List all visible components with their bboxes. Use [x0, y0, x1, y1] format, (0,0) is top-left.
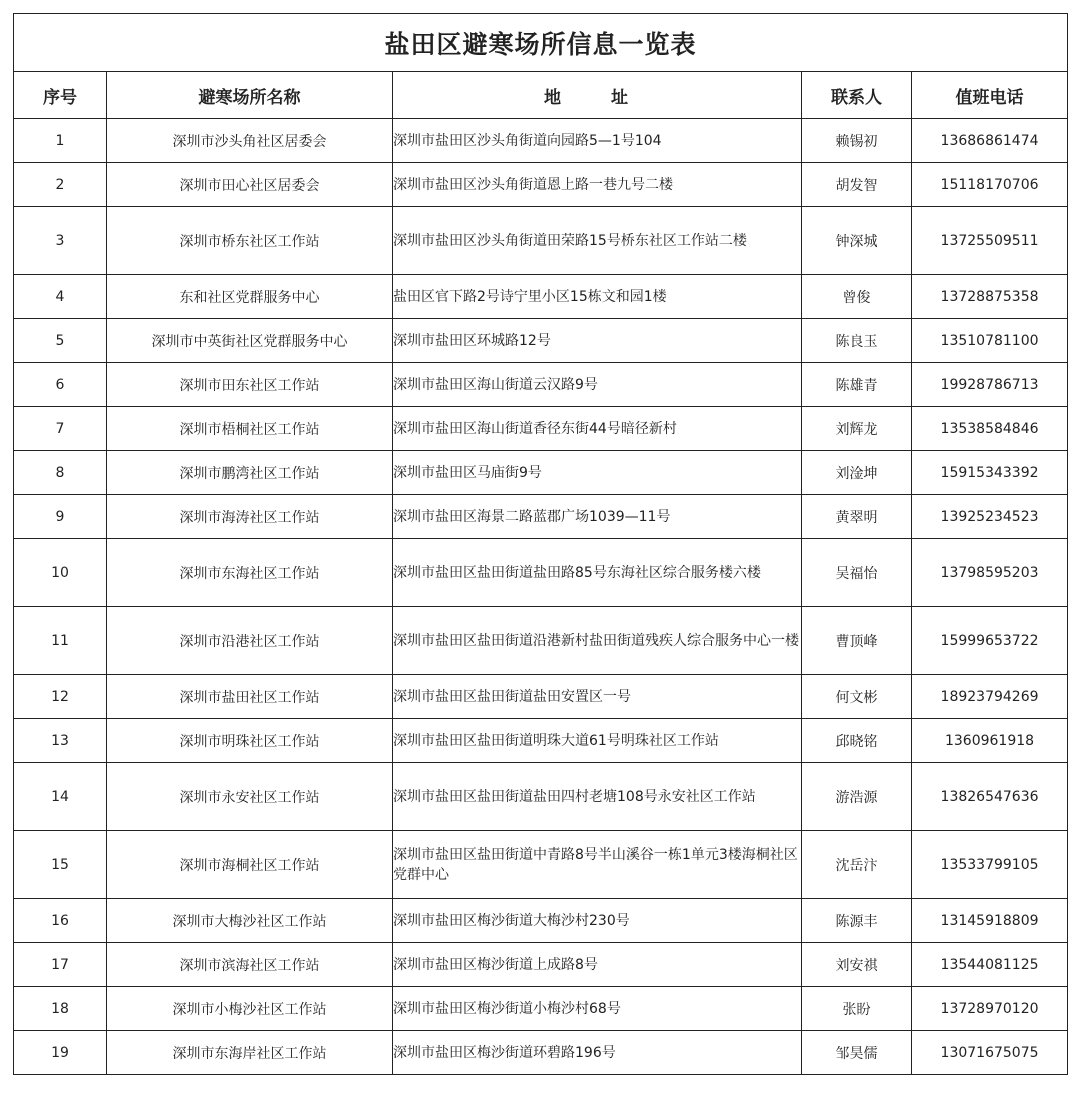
cell-shelter-name: 深圳市海涛社区工作站: [107, 495, 393, 539]
table-row: [14, 831, 1068, 899]
column-header-index: 序号: [14, 72, 107, 119]
cell-phone: 13728875358: [912, 275, 1068, 319]
column-header-phone: 值班电话: [912, 72, 1068, 119]
cell-phone: 1360961918: [912, 719, 1068, 763]
cell-index: 15: [14, 831, 107, 899]
cell-phone: 13071675075: [912, 1031, 1068, 1075]
cell-address: 深圳市盐田区沙头角街道恩上路一巷九号二楼: [393, 163, 802, 207]
cell-contact: 陈良玉: [802, 319, 912, 363]
cell-contact: 刘淦坤: [802, 451, 912, 495]
cell-index: 1: [14, 119, 107, 163]
cell-phone: 18923794269: [912, 675, 1068, 719]
cell-shelter-name: 深圳市小梅沙社区工作站: [107, 987, 393, 1031]
cell-phone: 13725509511: [912, 207, 1068, 275]
table-row: [14, 1031, 1068, 1075]
table-row: [14, 207, 1068, 275]
cell-shelter-name: 深圳市大梅沙社区工作站: [107, 899, 393, 943]
cell-phone: 15118170706: [912, 163, 1068, 207]
cell-contact: 邱晓铭: [802, 719, 912, 763]
cell-index: 7: [14, 407, 107, 451]
cell-address: 盐田区官下路2号诗宁里小区15栋文和园1楼: [393, 275, 802, 319]
cell-phone: 15915343392: [912, 451, 1068, 495]
cell-contact: 钟深城: [802, 207, 912, 275]
cell-contact: 刘安祺: [802, 943, 912, 987]
cell-address: 深圳市盐田区盐田街道盐田四村老塘108号永安社区工作站: [393, 763, 802, 831]
cell-address: 深圳市盐田区海景二路蓝郡广场1039—11号: [393, 495, 802, 539]
cell-index: 16: [14, 899, 107, 943]
cell-address: 深圳市盐田区沙头角街道向园路5—1号104: [393, 119, 802, 163]
table-row: [14, 163, 1068, 207]
table-row: [14, 763, 1068, 831]
cell-index: 17: [14, 943, 107, 987]
cell-phone: 13538584846: [912, 407, 1068, 451]
cell-contact: 曾俊: [802, 275, 912, 319]
column-header-name: 避寒场所名称: [107, 72, 393, 119]
cell-shelter-name: 深圳市田心社区居委会: [107, 163, 393, 207]
cell-phone: 19928786713: [912, 363, 1068, 407]
cell-phone: 13925234523: [912, 495, 1068, 539]
cell-shelter-name: 深圳市桥东社区工作站: [107, 207, 393, 275]
cell-contact: 邹昊儒: [802, 1031, 912, 1075]
cell-contact: 陈雄青: [802, 363, 912, 407]
cell-shelter-name: 东和社区党群服务中心: [107, 275, 393, 319]
page-title: 盐田区避寒场所信息一览表: [14, 14, 1068, 72]
cell-address: 深圳市盐田区盐田街道中青路8号半山溪谷一栋1单元3楼海桐社区党群中心: [393, 831, 802, 899]
table-row: [14, 943, 1068, 987]
cell-contact: 张盼: [802, 987, 912, 1031]
cell-address: 深圳市盐田区梅沙街道环碧路196号: [393, 1031, 802, 1075]
cell-index: 10: [14, 539, 107, 607]
cell-index: 2: [14, 163, 107, 207]
title-row: [14, 14, 1068, 72]
table-row: [14, 119, 1068, 163]
cell-index: 9: [14, 495, 107, 539]
table-row: [14, 675, 1068, 719]
cell-shelter-name: 深圳市明珠社区工作站: [107, 719, 393, 763]
cell-index: 6: [14, 363, 107, 407]
table-row: [14, 363, 1068, 407]
table-row: [14, 539, 1068, 607]
cell-address: 深圳市盐田区环城路12号: [393, 319, 802, 363]
cell-contact: 何文彬: [802, 675, 912, 719]
column-header-address: 地 址: [393, 72, 802, 119]
cell-contact: 胡发智: [802, 163, 912, 207]
cell-address: 深圳市盐田区梅沙街道小梅沙村68号: [393, 987, 802, 1031]
table-row: [14, 407, 1068, 451]
cell-shelter-name: 深圳市东海社区工作站: [107, 539, 393, 607]
column-header-contact: 联系人: [802, 72, 912, 119]
cell-phone: 13826547636: [912, 763, 1068, 831]
cell-address: 深圳市盐田区海山街道香径东街44号暗径新村: [393, 407, 802, 451]
cell-index: 3: [14, 207, 107, 275]
cell-address: 深圳市盐田区马庙街9号: [393, 451, 802, 495]
cell-index: 18: [14, 987, 107, 1031]
cell-phone: 13510781100: [912, 319, 1068, 363]
cell-address: 深圳市盐田区海山街道云汉路9号: [393, 363, 802, 407]
cell-address: 深圳市盐田区梅沙街道上成路8号: [393, 943, 802, 987]
cell-index: 14: [14, 763, 107, 831]
cell-index: 8: [14, 451, 107, 495]
table-row: [14, 987, 1068, 1031]
cell-shelter-name: 深圳市东海岸社区工作站: [107, 1031, 393, 1075]
cell-phone: 13533799105: [912, 831, 1068, 899]
table-row: [14, 451, 1068, 495]
table-row: [14, 319, 1068, 363]
cell-address: 深圳市盐田区盐田街道盐田路85号东海社区综合服务楼六楼: [393, 539, 802, 607]
cell-address: 深圳市盐田区梅沙街道大梅沙村230号: [393, 899, 802, 943]
cell-contact: 沈岳汴: [802, 831, 912, 899]
cell-contact: 吴福怡: [802, 539, 912, 607]
shelter-table: [13, 13, 1068, 1075]
cell-index: 11: [14, 607, 107, 675]
cell-contact: 赖锡初: [802, 119, 912, 163]
cell-phone: 13798595203: [912, 539, 1068, 607]
cell-index: 4: [14, 275, 107, 319]
cell-address: 深圳市盐田区沙头角街道田荣路15号桥东社区工作站二楼: [393, 207, 802, 275]
cell-contact: 游浩源: [802, 763, 912, 831]
cell-phone: 13145918809: [912, 899, 1068, 943]
cell-phone: 13686861474: [912, 119, 1068, 163]
cell-index: 5: [14, 319, 107, 363]
table-row: [14, 275, 1068, 319]
cell-shelter-name: 深圳市沙头角社区居委会: [107, 119, 393, 163]
table-row: [14, 607, 1068, 675]
cell-shelter-name: 深圳市海桐社区工作站: [107, 831, 393, 899]
table-row: [14, 899, 1068, 943]
cell-phone: 13544081125: [912, 943, 1068, 987]
table-row: [14, 719, 1068, 763]
cell-phone: 13728970120: [912, 987, 1068, 1031]
cell-shelter-name: 深圳市永安社区工作站: [107, 763, 393, 831]
cell-address: 深圳市盐田区盐田街道明珠大道61号明珠社区工作站: [393, 719, 802, 763]
cell-contact: 曹顶峰: [802, 607, 912, 675]
header-row: [14, 72, 1068, 119]
cell-phone: 15999653722: [912, 607, 1068, 675]
cell-address: 深圳市盐田区盐田街道盐田安置区一号: [393, 675, 802, 719]
cell-shelter-name: 深圳市滨海社区工作站: [107, 943, 393, 987]
cell-shelter-name: 深圳市中英街社区党群服务中心: [107, 319, 393, 363]
cell-shelter-name: 深圳市梧桐社区工作站: [107, 407, 393, 451]
cell-shelter-name: 深圳市盐田社区工作站: [107, 675, 393, 719]
cell-index: 19: [14, 1031, 107, 1075]
cell-shelter-name: 深圳市田东社区工作站: [107, 363, 393, 407]
cell-index: 13: [14, 719, 107, 763]
cell-shelter-name: 深圳市沿港社区工作站: [107, 607, 393, 675]
cell-address: 深圳市盐田区盐田街道沿港新村盐田街道残疾人综合服务中心一楼: [393, 607, 802, 675]
cell-index: 12: [14, 675, 107, 719]
table-row: [14, 495, 1068, 539]
cell-contact: 陈源丰: [802, 899, 912, 943]
cell-contact: 黄翠明: [802, 495, 912, 539]
cell-shelter-name: 深圳市鹏湾社区工作站: [107, 451, 393, 495]
cell-contact: 刘辉龙: [802, 407, 912, 451]
